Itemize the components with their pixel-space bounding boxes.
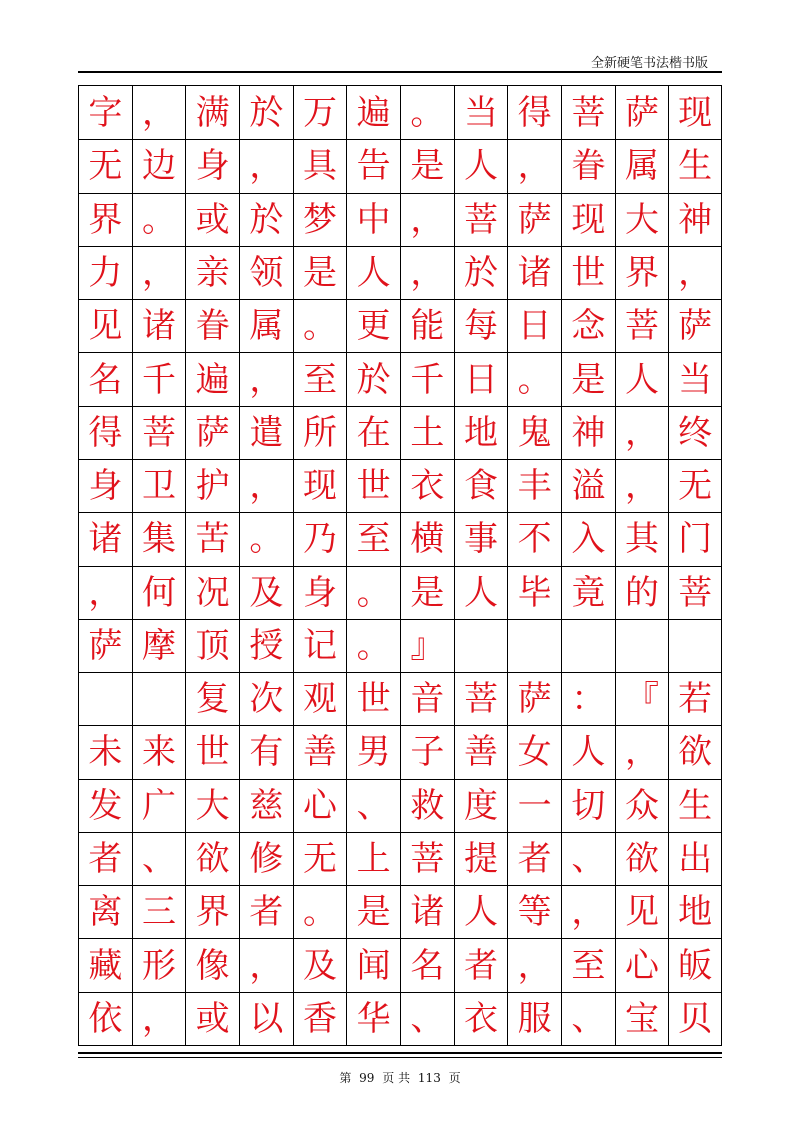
grid-cell: 来 — [132, 725, 186, 778]
grid-cell: 世 — [346, 459, 400, 512]
grid-cell: 、 — [400, 992, 454, 1045]
grid-cell: 欲 — [185, 832, 239, 885]
grid-cell: 『 — [615, 672, 669, 725]
grid-cell: 得 — [507, 86, 561, 139]
grid-cell: 至 — [561, 938, 615, 991]
grid-cell — [78, 672, 132, 725]
grid-cell: 宝 — [615, 992, 669, 1045]
grid-cell: 或 — [185, 992, 239, 1045]
grid-cell — [561, 619, 615, 672]
grid-cell: 人 — [561, 725, 615, 778]
grid-cell: 诸 — [78, 512, 132, 565]
grid-cell: 萨 — [668, 299, 722, 352]
grid-cell: 菩 — [400, 832, 454, 885]
grid-cell: 遣 — [239, 406, 293, 459]
grid-cell: 是 — [400, 566, 454, 619]
grid-cell: 至 — [346, 512, 400, 565]
grid-cell: ， — [132, 992, 186, 1045]
grid-cell: 於 — [454, 246, 508, 299]
grid-cell: 以 — [239, 992, 293, 1045]
grid-cell: 能 — [400, 299, 454, 352]
grid-cell: 见 — [615, 885, 669, 938]
grid-cell: 溢 — [561, 459, 615, 512]
grid-cell: 世 — [561, 246, 615, 299]
grid-cell: 告 — [346, 139, 400, 192]
grid-cell: 出 — [668, 832, 722, 885]
grid-cell: 现 — [293, 459, 347, 512]
grid-cell: 心 — [293, 779, 347, 832]
grid-cell: 字 — [78, 86, 132, 139]
grid-cell: 日 — [507, 299, 561, 352]
page-footer — [0, 1069, 800, 1086]
grid-cell: 男 — [346, 725, 400, 778]
grid-cell: 界 — [185, 885, 239, 938]
grid-cell: 土 — [400, 406, 454, 459]
grid-cell: 萨 — [507, 193, 561, 246]
grid-cell: 属 — [239, 299, 293, 352]
grid-cell: 不 — [507, 512, 561, 565]
grid-cell: 藏 — [78, 938, 132, 991]
footer-rule-thick — [78, 1052, 722, 1054]
grid-cell: 、 — [561, 832, 615, 885]
grid-cell: 者 — [454, 938, 508, 991]
grid-cell — [454, 619, 508, 672]
grid-cell: 人 — [346, 246, 400, 299]
grid-cell: 於 — [239, 193, 293, 246]
grid-cell: 切 — [561, 779, 615, 832]
footer-rule-thin — [78, 1057, 722, 1058]
grid-cell: 所 — [293, 406, 347, 459]
grid-cell: 菩 — [615, 299, 669, 352]
header-title: 全新硬笔书法楷书版 — [590, 56, 708, 71]
grid-cell: 横 — [400, 512, 454, 565]
grid-cell: 是 — [400, 139, 454, 192]
grid-cell: 心 — [615, 938, 669, 991]
grid-cell: 鬼 — [507, 406, 561, 459]
grid-cell — [507, 619, 561, 672]
grid-cell: 神 — [561, 406, 615, 459]
grid-cell: ， — [239, 352, 293, 405]
grid-cell: 每 — [454, 299, 508, 352]
grid-cell: 人 — [454, 566, 508, 619]
grid-cell: 及 — [239, 566, 293, 619]
grid-cell: 其 — [615, 512, 669, 565]
grid-cell: 大 — [615, 193, 669, 246]
grid-cell: 满 — [185, 86, 239, 139]
page-total: 113 — [417, 1071, 441, 1085]
grid-cell: 於 — [239, 86, 293, 139]
grid-cell — [615, 619, 669, 672]
grid-cell: 是 — [293, 246, 347, 299]
grid-cell: 生 — [668, 139, 722, 192]
grid-cell: 眷 — [185, 299, 239, 352]
grid-cell: 者 — [239, 885, 293, 938]
grid-cell: 。 — [346, 619, 400, 672]
grid-cell: 力 — [78, 246, 132, 299]
grid-cell: 苦 — [185, 512, 239, 565]
grid-cell: 名 — [400, 938, 454, 991]
grid-cell: 人 — [454, 139, 508, 192]
grid-cell: 得 — [78, 406, 132, 459]
grid-cell: 更 — [346, 299, 400, 352]
grid-cell: 萨 — [615, 86, 669, 139]
grid-cell: 的 — [615, 566, 669, 619]
header-rule — [78, 71, 722, 73]
grid-cell: 眷 — [561, 139, 615, 192]
grid-cell: 。 — [400, 86, 454, 139]
grid-cell: 竟 — [561, 566, 615, 619]
grid-cell: 及 — [293, 938, 347, 991]
grid-cell: 。 — [239, 512, 293, 565]
grid-cell: 者 — [507, 832, 561, 885]
grid-cell: 形 — [132, 938, 186, 991]
grid-cell: 衣 — [454, 992, 508, 1045]
grid-cell: 善 — [293, 725, 347, 778]
grid-cell: ， — [239, 139, 293, 192]
grid-cell: 地 — [668, 885, 722, 938]
grid-cell: 千 — [400, 352, 454, 405]
grid-cell: 名 — [78, 352, 132, 405]
grid-cell: 边 — [132, 139, 186, 192]
grid-cell: ， — [132, 86, 186, 139]
grid-cell: 界 — [78, 193, 132, 246]
grid-cell: 於 — [346, 352, 400, 405]
grid-cell: 身 — [293, 566, 347, 619]
grid-cell: 终 — [668, 406, 722, 459]
grid-cell: ， — [239, 459, 293, 512]
grid-cell: 欲 — [668, 725, 722, 778]
grid-cell — [668, 619, 722, 672]
grid-cell: 人 — [454, 885, 508, 938]
grid-cell: 身 — [78, 459, 132, 512]
grid-cell: 依 — [78, 992, 132, 1045]
grid-cell: 诸 — [132, 299, 186, 352]
grid-cell: 菩 — [454, 672, 508, 725]
grid-cell: 诸 — [507, 246, 561, 299]
grid-cell: ， — [78, 566, 132, 619]
page-label-suffix: 页 — [448, 1071, 461, 1085]
grid-cell: 集 — [132, 512, 186, 565]
grid-cell: 在 — [346, 406, 400, 459]
grid-cell: 香 — [293, 992, 347, 1045]
grid-cell: 闻 — [346, 938, 400, 991]
grid-cell: 。 — [346, 566, 400, 619]
grid-cell: 慈 — [239, 779, 293, 832]
grid-cell: ， — [400, 193, 454, 246]
grid-cell: 大 — [185, 779, 239, 832]
grid-cell: 次 — [239, 672, 293, 725]
grid-cell: 三 — [132, 885, 186, 938]
grid-cell: 一 — [507, 779, 561, 832]
grid-cell: 丰 — [507, 459, 561, 512]
grid-cell: 救 — [400, 779, 454, 832]
grid-cell: 至 — [293, 352, 347, 405]
grid-cell: 摩 — [132, 619, 186, 672]
grid-cell: 离 — [78, 885, 132, 938]
grid-cell: ： — [561, 672, 615, 725]
grid-cell: 领 — [239, 246, 293, 299]
grid-cell: 人 — [615, 352, 669, 405]
grid-cell: 亲 — [185, 246, 239, 299]
grid-cell: 萨 — [78, 619, 132, 672]
grid-cell: 具 — [293, 139, 347, 192]
grid-cell: ， — [400, 246, 454, 299]
grid-cell: 无 — [78, 139, 132, 192]
grid-cell: 当 — [668, 352, 722, 405]
grid-cell: 众 — [615, 779, 669, 832]
grid-cell: 皈 — [668, 938, 722, 991]
grid-cell: 衣 — [400, 459, 454, 512]
grid-cell: 像 — [185, 938, 239, 991]
grid-cell: 乃 — [293, 512, 347, 565]
grid-cell: 子 — [400, 725, 454, 778]
grid-cell: 世 — [346, 672, 400, 725]
grid-cell: 万 — [293, 86, 347, 139]
grid-cell: 念 — [561, 299, 615, 352]
grid-cell: 属 — [615, 139, 669, 192]
page-label-prefix: 第 — [339, 1071, 352, 1085]
grid-cell: 观 — [293, 672, 347, 725]
grid-cell: 入 — [561, 512, 615, 565]
grid-cell: ， — [239, 938, 293, 991]
grid-cell: 生 — [668, 779, 722, 832]
grid-cell: 身 — [185, 139, 239, 192]
grid-cell: 若 — [668, 672, 722, 725]
grid-cell: 。 — [507, 352, 561, 405]
grid-cell: 萨 — [507, 672, 561, 725]
grid-cell: 上 — [346, 832, 400, 885]
grid-cell: 贝 — [668, 992, 722, 1045]
grid-cell: 善 — [454, 725, 508, 778]
grid-cell: 』 — [400, 619, 454, 672]
grid-cell: 服 — [507, 992, 561, 1045]
grid-cell: 华 — [346, 992, 400, 1045]
grid-cell: 菩 — [561, 86, 615, 139]
grid-cell: 是 — [346, 885, 400, 938]
grid-cell: 见 — [78, 299, 132, 352]
grid-cell: 毕 — [507, 566, 561, 619]
grid-cell: 护 — [185, 459, 239, 512]
grid-cell: 度 — [454, 779, 508, 832]
grid-cell: 、 — [346, 779, 400, 832]
grid-cell: 、 — [561, 992, 615, 1045]
grid-cell: ， — [507, 938, 561, 991]
grid-cell: 菩 — [668, 566, 722, 619]
grid-cell: 广 — [132, 779, 186, 832]
grid-cell: 日 — [454, 352, 508, 405]
grid-cell: 菩 — [132, 406, 186, 459]
grid-cell: 是 — [561, 352, 615, 405]
grid-cell: ， — [507, 139, 561, 192]
grid-cell: 复 — [185, 672, 239, 725]
grid-cell: 女 — [507, 725, 561, 778]
grid-cell: ， — [668, 246, 722, 299]
grid-cell: 现 — [561, 193, 615, 246]
grid-cell: 况 — [185, 566, 239, 619]
grid-cell: ， — [615, 406, 669, 459]
grid-cell — [132, 672, 186, 725]
grid-cell: 梦 — [293, 193, 347, 246]
grid-cell: 界 — [615, 246, 669, 299]
grid-cell: 、 — [132, 832, 186, 885]
grid-cell: 卫 — [132, 459, 186, 512]
grid-cell: 何 — [132, 566, 186, 619]
grid-cell: 修 — [239, 832, 293, 885]
grid-cell: 或 — [185, 193, 239, 246]
grid-cell: ， — [615, 725, 669, 778]
grid-cell: 现 — [668, 86, 722, 139]
grid-cell: 发 — [78, 779, 132, 832]
grid-cell: 门 — [668, 512, 722, 565]
grid-cell: ， — [561, 885, 615, 938]
grid-cell: 遍 — [185, 352, 239, 405]
grid-cell: 。 — [293, 299, 347, 352]
grid-cell: 者 — [78, 832, 132, 885]
grid-cell: 。 — [293, 885, 347, 938]
grid-cell: 授 — [239, 619, 293, 672]
grid-cell: 千 — [132, 352, 186, 405]
grid-cell: 当 — [454, 86, 508, 139]
page-current: 99 — [359, 1071, 375, 1085]
grid-cell: 顶 — [185, 619, 239, 672]
grid-cell: ， — [615, 459, 669, 512]
grid-cell: 等 — [507, 885, 561, 938]
grid-cell: 事 — [454, 512, 508, 565]
grid-cell: 诸 — [400, 885, 454, 938]
page-label-mid: 页 共 — [382, 1071, 411, 1085]
grid-cell: 萨 — [185, 406, 239, 459]
calligraphy-grid — [78, 85, 722, 1046]
grid-cell: 欲 — [615, 832, 669, 885]
grid-cell: 无 — [668, 459, 722, 512]
grid-cell: 食 — [454, 459, 508, 512]
grid-cell: 有 — [239, 725, 293, 778]
grid-cell: 提 — [454, 832, 508, 885]
grid-cell: 地 — [454, 406, 508, 459]
grid-cell: 神 — [668, 193, 722, 246]
grid-cell: 中 — [346, 193, 400, 246]
grid-cell: 音 — [400, 672, 454, 725]
grid-cell: 无 — [293, 832, 347, 885]
grid-cell: 遍 — [346, 86, 400, 139]
grid-cell: ， — [132, 246, 186, 299]
grid-cell: 未 — [78, 725, 132, 778]
grid-cell: 记 — [293, 619, 347, 672]
grid-cell: 世 — [185, 725, 239, 778]
grid-cell: 菩 — [454, 193, 508, 246]
grid-cell: 。 — [132, 193, 186, 246]
